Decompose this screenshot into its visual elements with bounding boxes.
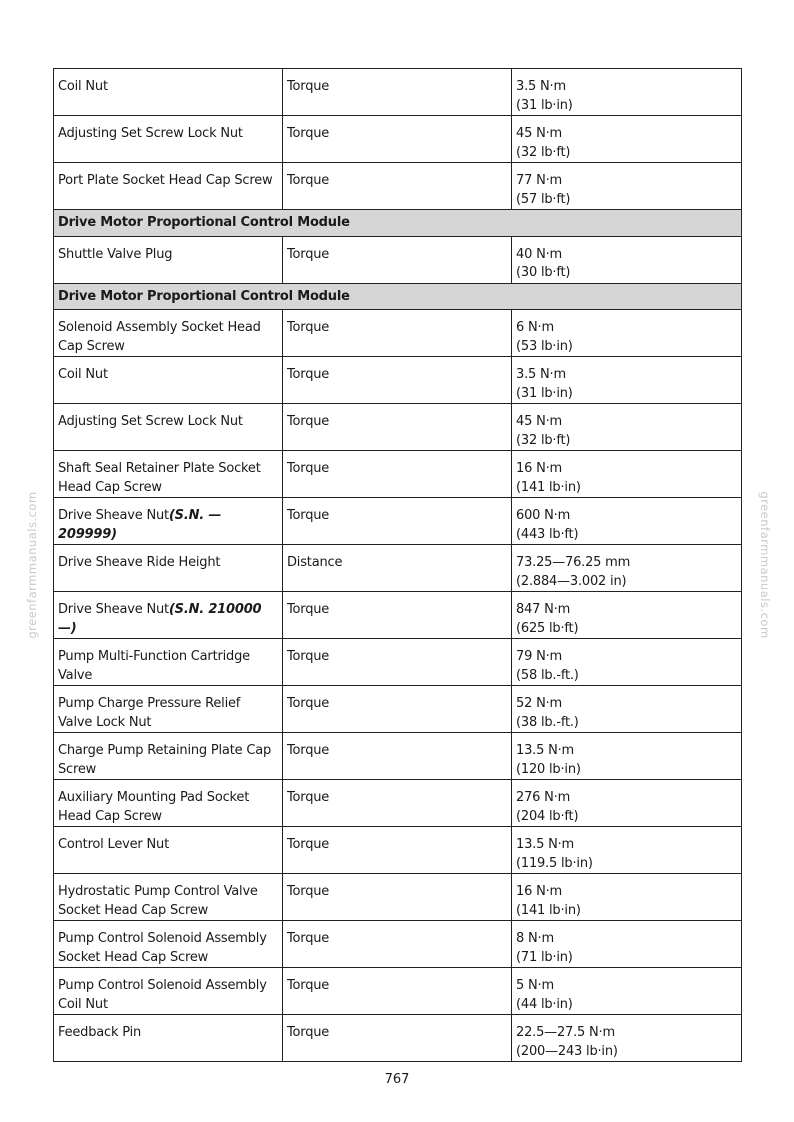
metric-value: 6 N·m <box>516 320 554 335</box>
section-title: Drive Motor Proportional Control Module <box>54 283 742 310</box>
specification-value <box>512 163 742 210</box>
table-row <box>54 236 742 283</box>
component-name: Pump Charge Pressure Relief Valve Lock Nut <box>58 696 241 730</box>
imperial-value: (32 lb·ft) <box>516 144 571 160</box>
table-row <box>54 780 742 827</box>
measurement-type: Torque <box>283 968 512 1015</box>
table-row <box>54 921 742 968</box>
table-row <box>54 498 742 545</box>
component-cell <box>54 310 283 357</box>
specification-value <box>512 968 742 1015</box>
metric-value: 8 N·m <box>516 931 554 946</box>
table-row <box>54 69 742 116</box>
table-row <box>54 163 742 210</box>
imperial-value: (31 lb·in) <box>516 385 573 401</box>
measurement-type: Torque <box>283 686 512 733</box>
specification-value <box>512 733 742 780</box>
component-name: Port Plate Socket Head Cap Screw <box>58 173 273 188</box>
component-cell <box>54 69 283 116</box>
imperial-value: (141 lb·in) <box>516 902 581 918</box>
metric-value: 73.25—76.25 mm <box>516 555 631 570</box>
metric-value: 45 N·m <box>516 414 562 429</box>
metric-value: 3.5 N·m <box>516 79 566 94</box>
component-name: Feedback Pin <box>58 1025 142 1040</box>
metric-value: 52 N·m <box>516 696 562 711</box>
imperial-value: (57 lb·ft) <box>516 191 571 207</box>
imperial-value: (119.5 lb·in) <box>516 855 593 871</box>
watermark-right: greenfarmmanuals.com <box>758 491 772 639</box>
specification-value <box>512 1015 742 1062</box>
component-cell <box>54 163 283 210</box>
metric-value: 847 N·m <box>516 602 571 617</box>
metric-value: 22.5—27.5 N·m <box>516 1025 615 1040</box>
component-name: Shaft Seal Retainer Plate Socket Head Cap Screw <box>58 461 261 495</box>
table-row <box>54 639 742 686</box>
component-cell <box>54 968 283 1015</box>
component-name: Hydrostatic Pump Control Valve Socket Head Cap Screw <box>58 884 258 918</box>
specification-value <box>512 827 742 874</box>
measurement-type: Torque <box>283 69 512 116</box>
serial-number-range: (S.N. —209999) <box>58 508 222 542</box>
metric-value: 79 N·m <box>516 649 562 664</box>
specification-value <box>512 874 742 921</box>
component-name: Pump Multi-Function Cartridge Valve <box>58 649 250 683</box>
imperial-value: (141 lb·in) <box>516 479 581 495</box>
measurement-type: Torque <box>283 733 512 780</box>
component-cell <box>54 116 283 163</box>
table-row <box>54 310 742 357</box>
table-row <box>54 874 742 921</box>
measurement-type: Torque <box>283 451 512 498</box>
table-row <box>54 968 742 1015</box>
component-name: Adjusting Set Screw Lock Nut <box>58 126 243 141</box>
component-name: Adjusting Set Screw Lock Nut <box>58 414 243 429</box>
metric-value: 600 N·m <box>516 508 571 523</box>
imperial-value: (443 lb·ft) <box>516 526 579 542</box>
imperial-value: (200—243 lb·in) <box>516 1043 618 1059</box>
metric-value: 3.5 N·m <box>516 367 566 382</box>
watermark-left: greenfarmmanuals.com <box>25 491 39 639</box>
specification-value <box>512 116 742 163</box>
imperial-value: (31 lb·in) <box>516 97 573 113</box>
metric-value: 16 N·m <box>516 461 562 476</box>
specification-value <box>512 357 742 404</box>
metric-value: 40 N·m <box>516 246 562 262</box>
metric-value: 13.5 N·m <box>516 837 574 852</box>
component-cell <box>54 1015 283 1062</box>
measurement-type: Torque <box>283 1015 512 1062</box>
specification-value <box>512 69 742 116</box>
table-row <box>54 592 742 639</box>
specification-value <box>512 451 742 498</box>
specification-value <box>512 310 742 357</box>
component-name: Drive Sheave Nut <box>58 508 169 523</box>
imperial-value: (44 lb·in) <box>516 996 573 1012</box>
table-row <box>54 357 742 404</box>
component-cell <box>54 592 283 639</box>
component-name: Solenoid Assembly Socket Head Cap Screw <box>58 320 261 354</box>
component-cell <box>54 545 283 592</box>
metric-value: 77 N·m <box>516 173 562 188</box>
imperial-value: (71 lb·in) <box>516 949 573 965</box>
metric-value: 45 N·m <box>516 126 562 141</box>
imperial-value: (38 lb.-ft.) <box>516 714 579 730</box>
specification-value <box>512 780 742 827</box>
measurement-type: Torque <box>283 874 512 921</box>
section-title: Drive Motor Proportional Control Module <box>54 210 742 237</box>
measurement-type: Torque <box>283 116 512 163</box>
section-header-row <box>54 283 742 310</box>
component-name: Pump Control Solenoid Assembly Coil Nut <box>58 978 267 1012</box>
imperial-value: (120 lb·in) <box>516 761 581 777</box>
component-name: Coil Nut <box>58 79 108 94</box>
measurement-type: Torque <box>283 357 512 404</box>
measurement-type: Torque <box>283 592 512 639</box>
component-name: Charge Pump Retaining Plate Cap Screw <box>58 743 272 777</box>
specification-value <box>512 686 742 733</box>
measurement-type: Torque <box>283 310 512 357</box>
torque-spec-table <box>53 68 742 1062</box>
component-name: Shuttle Valve Plug <box>58 246 173 262</box>
metric-value: 5 N·m <box>516 978 554 993</box>
measurement-type: Torque <box>283 404 512 451</box>
table-row <box>54 733 742 780</box>
component-cell <box>54 451 283 498</box>
imperial-value: (30 lb·ft) <box>516 265 571 280</box>
imperial-value: (204 lb·ft) <box>516 808 579 824</box>
table-row <box>54 1015 742 1062</box>
section-header-row <box>54 210 742 237</box>
table-row <box>54 827 742 874</box>
component-cell <box>54 780 283 827</box>
measurement-type: Torque <box>283 498 512 545</box>
component-cell <box>54 357 283 404</box>
metric-value: 276 N·m <box>516 790 571 805</box>
imperial-value: (32 lb·ft) <box>516 432 571 448</box>
table-row <box>54 451 742 498</box>
specification-value <box>512 545 742 592</box>
imperial-value: (58 lb.-ft.) <box>516 667 579 683</box>
imperial-value: (53 lb·in) <box>516 338 573 354</box>
component-cell <box>54 874 283 921</box>
specification-value <box>512 404 742 451</box>
component-cell <box>54 404 283 451</box>
measurement-type: Torque <box>283 827 512 874</box>
metric-value: 13.5 N·m <box>516 743 574 758</box>
component-name: Coil Nut <box>58 367 108 382</box>
table-row <box>54 686 742 733</box>
page-number: 767 <box>384 1072 410 1087</box>
component-cell <box>54 827 283 874</box>
table-row <box>54 116 742 163</box>
imperial-value: (2.884—3.002 in) <box>516 573 627 589</box>
component-cell <box>54 236 283 283</box>
measurement-type: Torque <box>283 236 512 283</box>
component-name: Drive Sheave Nut <box>58 602 169 617</box>
component-name: Auxiliary Mounting Pad Socket Head Cap Screw <box>58 790 250 824</box>
measurement-type: Torque <box>283 780 512 827</box>
specification-value <box>512 639 742 686</box>
specification-value <box>512 592 742 639</box>
table-row <box>54 404 742 451</box>
component-cell <box>54 686 283 733</box>
component-cell <box>54 498 283 545</box>
metric-value: 16 N·m <box>516 884 562 899</box>
specification-value <box>512 498 742 545</box>
component-name: Control Lever Nut <box>58 837 169 852</box>
measurement-type: Torque <box>283 639 512 686</box>
measurement-type: Torque <box>283 921 512 968</box>
component-cell <box>54 639 283 686</box>
component-cell <box>54 921 283 968</box>
specification-value <box>512 921 742 968</box>
specification-value <box>512 236 742 283</box>
imperial-value: (625 lb·ft) <box>516 620 579 636</box>
serial-number-range: (S.N. 210000—) <box>58 602 262 636</box>
measurement-type: Torque <box>283 163 512 210</box>
component-name: Drive Sheave Ride Height <box>58 555 221 570</box>
measurement-type: Distance <box>283 545 512 592</box>
table-row <box>54 545 742 592</box>
component-name: Pump Control Solenoid Assembly Socket Head Cap Screw <box>58 931 267 965</box>
component-cell <box>54 733 283 780</box>
